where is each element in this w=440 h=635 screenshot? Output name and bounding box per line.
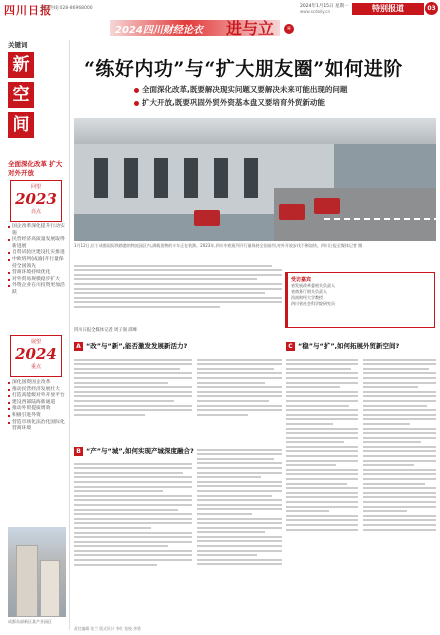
info-title: 受访嘉宾 [291,277,312,283]
series-number-badge: ④ [284,24,294,34]
truck [194,210,220,226]
column-theme: 进与立 [226,19,275,38]
year-box-label: 展望 [30,339,41,345]
intro-text [74,262,282,311]
issue-date: 2024年1月15日 星期一 [300,4,349,9]
priorities-list [8,380,68,433]
year-box-sub: 亮点 [30,209,41,215]
warehouse-roof [74,118,436,144]
list-item: 推动民营经济发展壮大 [8,387,68,394]
list-item: 营造市场化法治化国际化营商环境 [8,420,68,433]
loading-dock [94,158,108,198]
loading-dock [184,158,198,198]
keyword-char: 空 [8,82,34,108]
year-box-2024 [10,335,62,377]
sidebar-photo [8,527,66,617]
column-title: 2024四川财经论衣 [115,25,203,36]
list-item: 外资企业在川投资更加活跃 [8,283,68,296]
guest-info-box [285,272,435,328]
truck [314,198,340,214]
year-number: 2023 [15,190,57,208]
truck [279,204,305,220]
year-number: 2024 [15,345,57,363]
sidebar-photo-caption: 成都东部新区某产业园区 [8,619,52,624]
section-c: C “稳”与“扩”,如何拓展外贸新空间? [286,341,438,351]
list-item: 打造高能级对外开放平台 [8,393,68,400]
advert-hotline: 刊登热线:028-86968000 [40,6,93,11]
keyword-label: 关键词 [8,41,28,49]
column-divider [69,40,70,630]
list-item: 自贸试验区建设扎实推进 [8,250,68,257]
building-shape [40,560,60,617]
section-title: “稳”与“扩”,如何拓展外贸新空间? [298,342,400,350]
headline: “练好内功”与“扩大朋友圈”如何进阶 [84,58,403,80]
page-footer: 责任编辑 张兰 版式设计 李红 检校 余勇 [74,626,141,631]
list-item: 对外贸易规模稳步扩大 [8,277,68,284]
section-b-text-2 [197,446,282,568]
year-box-2023 [10,180,62,222]
list-item: 中欧班列(成渝)开行量保持全国领先 [8,257,68,270]
page-number: 03 [425,2,438,15]
masthead [0,0,440,18]
list-item: 国企改革深化提升行动实施 [8,224,68,237]
subtitle: 全面深化改革,既要解决现实问题又要解决未来可能出现的问题 [134,84,347,95]
byline: 四川日报全媒体记者 周子润 邱峰 [74,328,137,333]
loading-dock [124,158,138,198]
subtitle: 扩大开放,既要巩固外贸外资基本盘又要培育外贸新动能 [134,97,325,108]
info-line: 四川省社会科学院研究员 [291,301,335,306]
year-box-sub: 重点 [30,364,41,370]
list-item: 营商环境持续优化 [8,270,68,277]
highlights-list [8,224,68,297]
section-c-text-2 [363,356,436,533]
loading-dock [154,158,168,198]
info-line: 西南财经大学教授 [291,295,323,300]
photo-caption: 1月12日,位于成都国际铁路港的物流园区内,满载货物的卡车正在装卸。2023年,四川中欧班列开行量保持全国前列,对外开放步伐不断加快。四川日报全媒体记者 摄 [74,243,363,248]
section-label: 特别报道 [352,3,424,15]
sidebar-heading: 全面深化改革 扩大对外开放 [8,160,63,177]
keyword-blocks [8,52,36,142]
building-shape [16,545,38,617]
lane-marking [324,218,436,220]
info-line: 省发展改革委相关负责人 [291,283,335,288]
section-b-text [74,460,192,568]
main-photo [74,118,436,241]
website-url: www.scdaily.cn [300,9,331,14]
section-b: B “产”与“城”,如何实现产城深度融合? [74,446,224,456]
section-a-text-2 [197,356,282,418]
list-item: 积极引进外资 [8,413,68,420]
keyword-char: 间 [8,112,34,138]
year-box-label: 回望 [30,184,41,190]
loading-dock [214,158,228,198]
list-item: 民营经济高质量发展取得新进展 [8,237,68,250]
list-item: 推动外贸提质增效 [8,406,68,413]
section-c-text [286,356,358,533]
loading-dock [244,158,258,198]
newspaper-logo: 四川日报 [4,4,52,17]
keyword-char: 新 [8,52,34,78]
list-item: 深化国资国企改革 [8,380,68,387]
section-title: “产”与“城”,如何实现产城深度融合? [86,447,194,455]
list-item: 建设西部陆海新通道 [8,400,68,407]
info-line: 省商务厅相关负责人 [291,289,327,294]
section-a: A “改”与“新”,能否激发发展新活力? [74,341,214,351]
section-a-text [74,356,192,418]
section-title: “改”与“新”,能否激发发展新活力? [86,342,188,350]
